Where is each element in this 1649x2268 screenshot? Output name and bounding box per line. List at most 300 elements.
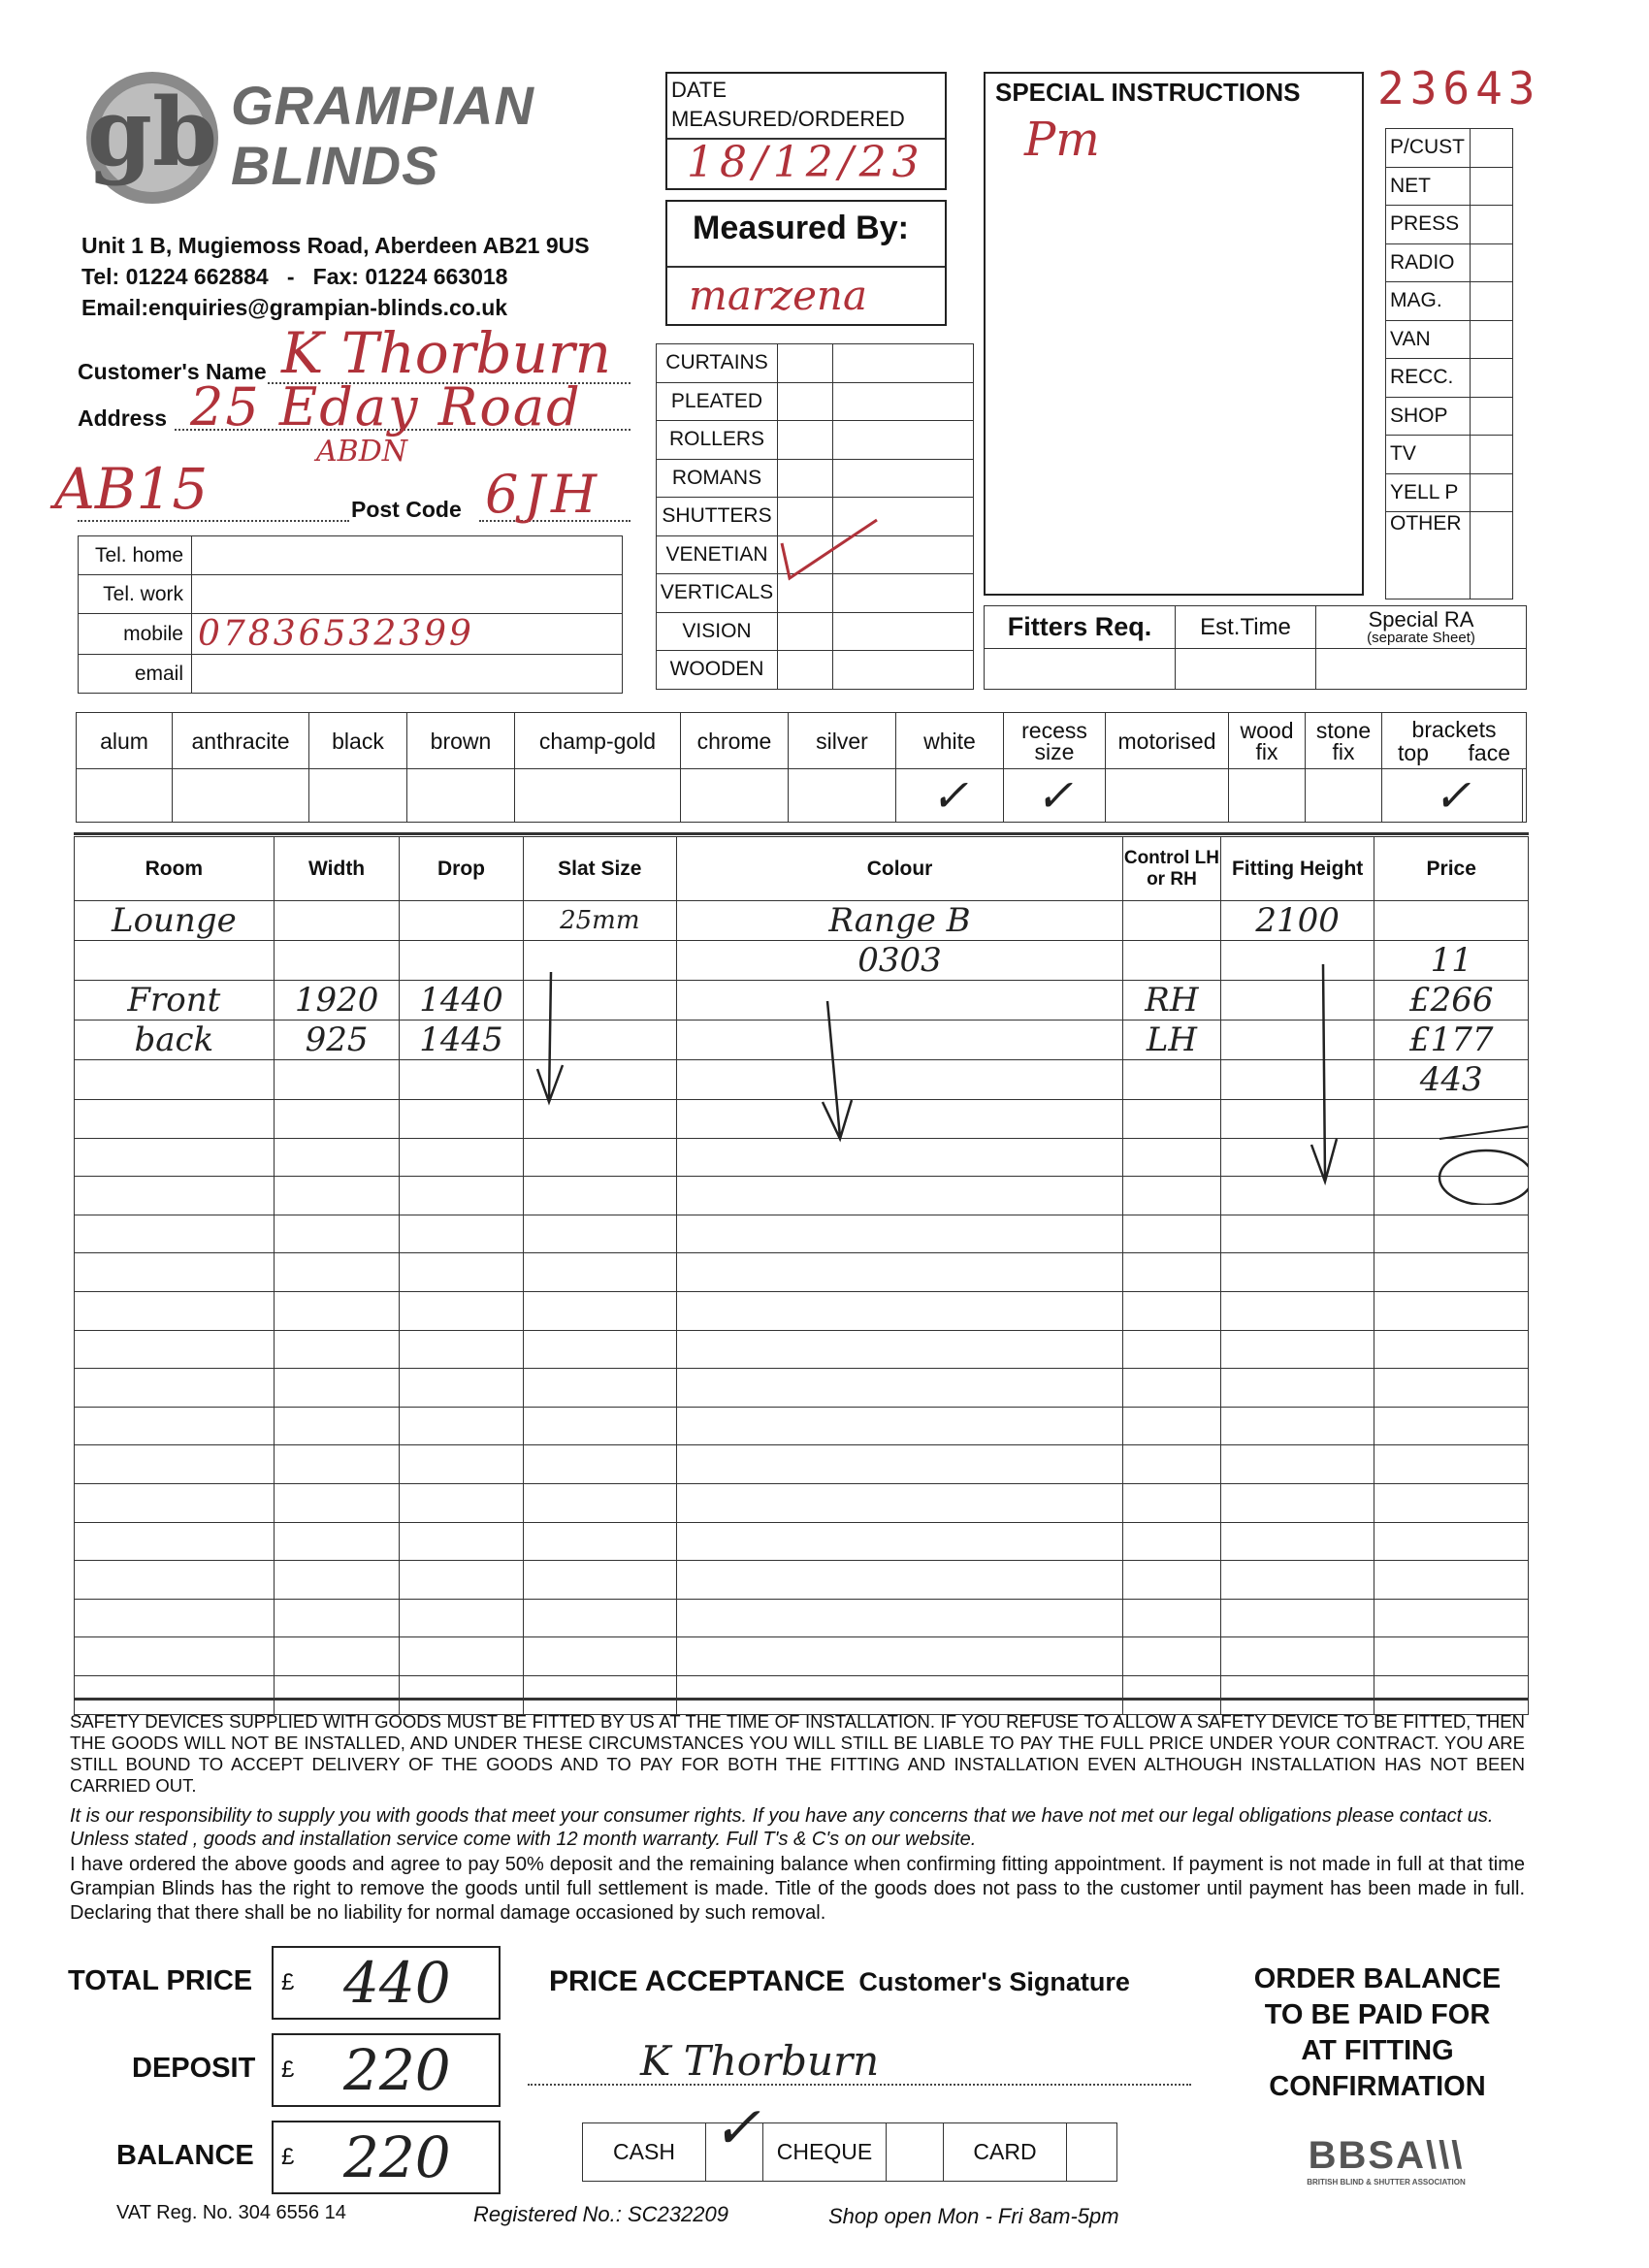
option-checkbox[interactable] [1004,769,1106,823]
tel-work-field[interactable] [192,575,623,614]
order-value-width: 1920 [294,981,379,1020]
order-cell-price[interactable] [1374,1330,1529,1369]
order-cell-drop[interactable] [400,1407,523,1445]
product-checkbox[interactable] [778,421,833,460]
order-balance-line4: CONFIRMATION [1269,2071,1486,2102]
order-header-drop: Drop [400,837,523,901]
cash-label[interactable]: CASH [583,2123,706,2182]
order-cell-price[interactable] [1374,1291,1529,1330]
option-header: alum [77,713,173,769]
option-tick-icon: ✓ [1433,769,1471,822]
special-instructions-value: Pm [1024,113,1100,167]
fitters-req-field[interactable] [985,649,1176,690]
product-notes[interactable] [833,459,974,498]
order-value-colour: 0303 [857,941,942,980]
source-label: TV [1386,436,1471,474]
order-cell-room[interactable] [75,1407,275,1445]
deposit-value: 220 [343,2037,451,2103]
order-cell-price[interactable] [1374,1445,1529,1484]
order-cell-height[interactable] [1220,1445,1374,1484]
order-cell-height[interactable] [1220,1369,1374,1408]
product-notes[interactable] [833,382,974,421]
option-tick-icon: ✓ [1035,769,1074,822]
order-cell-room[interactable] [75,1253,275,1292]
company-logo [82,68,228,213]
option-checkbox[interactable] [681,769,789,823]
order-cell-price[interactable] [1374,1637,1529,1676]
options-table [76,712,1527,823]
option-checkbox[interactable] [1523,769,1527,823]
order-cell-colour[interactable] [677,1561,1123,1600]
date-box [665,72,947,190]
option-header: anthracite [173,713,309,769]
source-checkbox[interactable] [1471,436,1513,474]
address-label: Address [78,405,168,431]
address-value-2: ABDN [316,435,408,469]
order-cell-colour[interactable] [677,1253,1123,1292]
order-cell-colour[interactable] [677,1637,1123,1676]
payment-method-table [582,2094,1117,2182]
order-cell-width[interactable] [274,1369,400,1408]
option-header: brown [407,713,515,769]
order-cell-control[interactable] [1122,1407,1220,1445]
order-cell-colour[interactable] [677,1483,1123,1522]
order-value-colour: Range B [828,901,971,940]
order-value-drop: 1445 [419,1021,503,1059]
fitters-req-label: Fitters Req. [985,606,1176,649]
order-cell-control[interactable] [1122,1215,1220,1253]
order-cell-room[interactable] [75,1369,275,1408]
table-row [75,1445,1529,1484]
order-cell-colour[interactable] [677,1522,1123,1561]
source-label: SHOP [1386,397,1471,436]
order-balance-line3: AT FITTING [1301,2035,1454,2066]
email-label: email [79,655,192,694]
tel-home-field[interactable] [192,536,623,575]
product-label: VENETIAN [657,535,778,574]
order-cell-height[interactable] [1220,1637,1374,1676]
option-header: stone fix [1306,713,1382,769]
order-header-slat: Slat Size [523,837,677,901]
option-header: recess size [1004,713,1106,769]
order-cell-price[interactable] [1374,1483,1529,1522]
est-time-label: Est.Time [1176,606,1316,649]
company-tel-fax: Tel: 01224 662884 - Fax: 01224 663018 [81,264,508,289]
fitters-table [984,605,1527,690]
option-checkbox[interactable] [896,769,1004,823]
source-label: RADIO [1386,243,1471,282]
order-cell-room[interactable] [75,1675,275,1714]
option-header: wood fix [1229,713,1306,769]
balance-value: 220 [343,2124,451,2190]
source-checkbox[interactable] [1471,206,1513,244]
order-cell-price[interactable] [1374,1599,1529,1637]
total-currency: £ [281,1969,295,1995]
table-row [75,1637,1529,1676]
company-name-line1: GRAMPIAN [231,75,534,136]
order-cell-room[interactable] [75,1599,275,1637]
option-checkbox[interactable] [1229,769,1306,823]
order-value-drop: 1440 [419,981,503,1020]
source-checkbox[interactable] [1471,473,1513,512]
source-checkbox[interactable] [1471,512,1513,599]
option-checkbox[interactable] [1106,769,1229,823]
mobile-value: 07836532399 [198,614,474,654]
order-header-height: Fitting Height [1220,837,1374,901]
order-header-room: Room [75,837,275,901]
order-cell-width[interactable] [274,1637,400,1676]
order-cell-control[interactable] [1122,1637,1220,1676]
date-label: DATE [671,78,728,102]
order-cell-price[interactable] [1374,1369,1529,1408]
table-row [75,1522,1529,1561]
product-label: ROMANS [657,459,778,498]
option-checkbox[interactable] [1382,769,1523,823]
option-checkbox[interactable] [309,769,407,823]
option-header: white [896,713,1004,769]
special-ra-cell [1316,606,1527,649]
product-checkbox[interactable] [778,344,833,383]
logo-circle-icon [82,68,228,213]
order-cell-width[interactable] [274,1407,400,1445]
order-cell-room[interactable] [75,1330,275,1369]
order-cell-colour[interactable] [677,1599,1123,1637]
contact-table [78,535,623,694]
vat-reg: VAT Reg. No. 304 6556 14 [116,2202,346,2223]
order-cell-price[interactable] [1374,1215,1529,1253]
order-value-control: LH [1146,1021,1198,1059]
order-cell-width[interactable] [274,1483,400,1522]
address-value: 25 Eday Road [190,376,582,437]
option-checkbox[interactable] [789,769,896,823]
order-cell-slat[interactable] [523,1483,677,1522]
order-header-colour: Colour [677,837,1123,901]
order-cell-width[interactable] [274,1445,400,1484]
product-label: PLEATED [657,382,778,421]
order-cell-colour[interactable] [677,1445,1123,1484]
order-cell-price[interactable] [1374,1675,1529,1714]
source-table [1385,128,1513,599]
order-cell-control[interactable] [1122,1253,1220,1292]
product-label: ROLLERS [657,421,778,460]
order-cell-height[interactable] [1220,1215,1374,1253]
order-cell-room[interactable] [75,1445,275,1484]
order-cell-room[interactable] [75,1215,275,1253]
company-address: Unit 1 B, Mugiemoss Road, Aberdeen AB21 9US [81,233,590,258]
source-checkbox[interactable] [1471,129,1513,168]
option-header: chrome [681,713,789,769]
source-label: OTHER [1386,512,1471,599]
order-cell-slat[interactable] [523,1522,677,1561]
source-label: MAG. [1386,282,1471,321]
table-row [75,1599,1529,1637]
option-checkbox[interactable] [515,769,681,823]
source-checkbox[interactable] [1471,167,1513,206]
order-cell-height[interactable] [1220,1253,1374,1292]
order-cell-price[interactable] [1374,1561,1529,1600]
order-cell-drop[interactable] [400,1330,523,1369]
order-cell-width[interactable] [274,1675,400,1714]
balance-label: BALANCE [116,2140,254,2171]
bbsa-logo [1267,2134,1505,2187]
order-value-slat: 25mm [560,906,640,935]
product-label: CURTAINS [657,344,778,383]
table-row [75,1675,1529,1714]
source-label: P/CUST [1386,129,1471,168]
special-ra-field[interactable] [1316,649,1527,690]
option-header: silver [789,713,896,769]
order-cell-colour[interactable] [677,1330,1123,1369]
order-cell-drop[interactable] [400,1253,523,1292]
logo-letters: gb [86,78,218,187]
product-label: VERTICALS [657,574,778,613]
order-cell-height[interactable] [1220,1675,1374,1714]
customer-name-label: Customer's Name [78,359,267,384]
order-cell-colour[interactable] [677,1407,1123,1445]
order-cell-drop[interactable] [400,1291,523,1330]
table-row [75,1215,1529,1253]
order-value-price: £266 [1408,981,1494,1020]
tel-work-label: Tel. work [79,575,192,614]
order-cell-height[interactable] [1220,1522,1374,1561]
total-price-box[interactable] [272,1946,501,2020]
product-notes[interactable] [833,421,974,460]
deposit-currency: £ [281,2057,295,2083]
bracket-face-label: face [1468,739,1510,765]
order-cell-control[interactable] [1122,1675,1220,1714]
order-cell-height[interactable] [1220,1599,1374,1637]
source-checkbox[interactable] [1471,397,1513,436]
deposit-box[interactable] [272,2033,501,2107]
order-cell-height[interactable] [1220,1407,1374,1445]
order-header-price: Price [1374,837,1529,901]
date-value: 18/12/23 [687,138,925,187]
cheque-label[interactable]: CHEQUE [763,2123,887,2182]
date-label-2: MEASURED/ORDERED [671,107,905,131]
order-cell-drop[interactable] [400,1445,523,1484]
source-label: YELL P [1386,473,1471,512]
option-header: black [309,713,407,769]
order-cell-width[interactable] [274,1215,400,1253]
order-cell-control[interactable] [1122,1445,1220,1484]
order-cell-price[interactable] [1374,1522,1529,1561]
order-cell-drop[interactable] [400,1675,523,1714]
order-cell-slat[interactable] [523,1599,677,1637]
order-cell-height[interactable] [1220,1561,1374,1600]
order-cell-room[interactable] [75,1291,275,1330]
order-value-control: RH [1145,981,1199,1020]
order-cell-room[interactable] [75,1522,275,1561]
registered-no: Registered No.: SC232209 [473,2202,728,2226]
option-checkbox[interactable] [173,769,309,823]
order-header-width: Width [274,837,400,901]
order-cell-drop[interactable] [400,1599,523,1637]
order-cell-control[interactable] [1122,1483,1220,1522]
table-row [75,1291,1529,1330]
source-checkbox[interactable] [1471,282,1513,321]
source-checkbox[interactable] [1471,243,1513,282]
order-cell-width[interactable] [274,1599,400,1637]
est-time-field[interactable] [1176,649,1316,690]
special-instructions-box [984,72,1364,596]
postcode-value: 6JH [485,464,603,525]
cheque-checkbox[interactable] [887,2123,944,2182]
order-value-width: 925 [305,1021,369,1059]
product-label: WOODEN [657,651,778,690]
order-cell-height[interactable] [1220,1291,1374,1330]
order-cell-slat[interactable] [523,1253,677,1292]
order-cell-width[interactable] [274,1561,400,1600]
price-acceptance-label [549,1965,1130,1998]
terms-caps: SAFETY DEVICES SUPPLIED WITH GOODS MUST BE FITTED BY US AT THE TIME OF INSTALLATION. IF YOU REFUSE TO ALLOW A SAFETY DEVICE TO BE FITTED, THEN THE GOODS WILL NOT BE INSTALLED, AND UNDER THESE CIRCUMSTANCES YOU WILL STILL BE LIABLE TO PAY THE FULL PRICE UNDER YOUR CONTRACT. YOU ARE STILL BOUND TO ACCEPT DELIVERY OF THE GOODS AND TO PAY FOR BOTH THE FITTING AND INSTALLATION EVEN ALTHOUGH INSTALLATION HAS NOT BEEN CARRIED OUT. [70,1711,1525,1796]
order-cell-drop[interactable] [400,1369,523,1408]
order-cell-control[interactable] [1122,1561,1220,1600]
cash-tick-icon: ✓ [712,2094,761,2162]
order-cell-price[interactable] [1374,1253,1529,1292]
order-value-room: Lounge [111,901,237,940]
order-cell-width[interactable] [274,1330,400,1369]
order-cell-colour[interactable] [677,1215,1123,1253]
order-cell-drop[interactable] [400,1215,523,1253]
product-label: VISION [657,612,778,651]
product-checkbox[interactable] [778,459,833,498]
cash-checkbox[interactable] [706,2094,763,2182]
order-cell-slat[interactable] [523,1637,677,1676]
order-cell-control[interactable] [1122,1291,1220,1330]
customer-signature-label: Customer's Signature [858,1967,1130,1996]
bracket-top-label: top [1398,739,1429,765]
total-price-label: TOTAL PRICE [68,1965,253,1996]
order-cell-slat[interactable] [523,1675,677,1714]
order-value-price: 443 [1419,1060,1483,1099]
order-cell-slat[interactable] [523,1445,677,1484]
order-cell-control[interactable] [1122,1369,1220,1408]
source-label: RECC. [1386,359,1471,398]
shop-hours: Shop open Mon - Fri 8am-5pm [828,2204,1119,2228]
venetian-tick-icon [776,514,883,582]
order-cell-height[interactable] [1220,1483,1374,1522]
company-email: Email:enquiries@grampian-blinds.co.uk [81,295,508,320]
order-cell-colour[interactable] [677,1369,1123,1408]
special-instructions-label: SPECIAL INSTRUCTIONS [995,78,1301,107]
source-checkbox[interactable] [1471,320,1513,359]
product-notes[interactable] [833,612,974,651]
company-name-line2: BLINDS [231,135,439,196]
order-cell-slat[interactable] [523,1291,677,1330]
source-label: PRESS [1386,206,1471,244]
brackets-label: brackets [1411,716,1497,742]
price-acceptance-bold: PRICE ACCEPTANCE [549,1965,846,1997]
product-notes[interactable] [833,344,974,383]
order-cell-colour[interactable] [677,1291,1123,1330]
option-checkbox[interactable] [407,769,515,823]
product-checkbox[interactable] [778,651,833,690]
measured-by-label: Measured By: [693,210,909,246]
table-row [75,1407,1529,1445]
brackets-header [1382,713,1527,769]
order-number: 23643 [1377,62,1541,114]
order-value-room: back [134,1021,214,1059]
product-label: SHUTTERS [657,498,778,536]
balance-currency: £ [281,2144,295,2170]
email-field[interactable] [192,655,623,694]
bbsa-logo-text: BBSA\\\ [1308,2134,1465,2177]
order-balance-line1: ORDER BALANCE [1253,1963,1502,1994]
order-cell-width[interactable] [274,1291,400,1330]
option-checkbox[interactable] [77,769,173,823]
source-label: NET [1386,167,1471,206]
terms-normal: I have ordered the above goods and agree to pay 50% deposit and the remaining balance when confirming fitting appointment. If payment is not made in full at that time Grampian Blinds has the right to remove the goods until full settlement is made. Title of the goods does not pass to the customer until payment has been made in full. Declaring that there shall be no liability for normal damage occasioned by such removal. [70,1854,1525,1924]
tel-home-label: Tel. home [79,536,192,575]
order-header-control: Control LH or RH [1122,837,1220,901]
order-cell-drop[interactable] [400,1561,523,1600]
order-value-room: Front [127,981,221,1020]
customer-name-value: K Thorburn [281,320,612,386]
order-balance-note [1212,1961,1542,2105]
customer-signature[interactable]: K Thorburn [640,2037,880,2085]
mobile-field[interactable] [192,614,623,655]
order-cell-slat[interactable] [523,1215,677,1253]
order-cell-room[interactable] [75,1483,275,1522]
deposit-label: DEPOSIT [132,2053,256,2084]
order-cell-width[interactable] [274,1522,400,1561]
product-checkbox[interactable] [778,382,833,421]
option-header: champ-gold [515,713,681,769]
bbsa-sub: BRITISH BLIND & SHUTTER ASSOCIATION [1307,2178,1466,2187]
order-cell-drop[interactable] [400,1637,523,1676]
order-cell-slat[interactable] [523,1561,677,1600]
card-checkbox[interactable] [1067,2123,1117,2182]
product-checkbox[interactable] [778,612,833,651]
order-cell-width[interactable] [274,1253,400,1292]
order-cell-control[interactable] [1122,1522,1220,1561]
mobile-label: mobile [79,614,192,655]
order-cell-height[interactable] [1220,1330,1374,1369]
product-notes[interactable] [833,651,974,690]
special-ra-sub: (separate Sheet) [1367,630,1475,646]
order-cell-control[interactable] [1122,1599,1220,1637]
order-cell-slat[interactable] [523,1407,677,1445]
postcode-prefix: AB15 [54,456,209,522]
order-value-height: 2100 [1255,901,1340,940]
balance-box[interactable] [272,2121,501,2194]
order-cell-drop[interactable] [400,1522,523,1561]
postcode-label: Post Code [351,497,462,522]
table-row [75,1253,1529,1292]
table-row [75,1330,1529,1369]
order-balance-line2: TO BE PAID FOR [1264,1999,1491,2030]
order-cell-control[interactable] [1122,1330,1220,1369]
ditto-arrows [74,836,1529,1205]
order-cell-room[interactable] [75,1637,275,1676]
order-value-price: 11 [1430,941,1472,980]
order-cell-slat[interactable] [523,1330,677,1369]
special-ra-label: Special RA [1368,607,1474,632]
total-price-value: 440 [343,1950,451,2016]
source-label: VAN [1386,320,1471,359]
order-cell-drop[interactable] [400,1483,523,1522]
order-cell-room[interactable] [75,1561,275,1600]
option-checkbox[interactable] [1306,769,1382,823]
terms-italic: It is our responsibility to supply you with goods that meet your consumer rights. If you have any concerns that we have not met our legal obligations please contact us. Unless stated , goods and installation service come with 12 month warranty. Full T's & C's on our website. [70,1805,1494,1850]
source-checkbox[interactable] [1471,359,1513,398]
card-label[interactable]: CARD [944,2123,1067,2182]
order-cell-price[interactable] [1374,1407,1529,1445]
measured-by-value: marzena [689,272,868,319]
order-cell-colour[interactable] [677,1675,1123,1714]
order-value-price: £177 [1408,1021,1494,1059]
order-cell-slat[interactable] [523,1369,677,1408]
